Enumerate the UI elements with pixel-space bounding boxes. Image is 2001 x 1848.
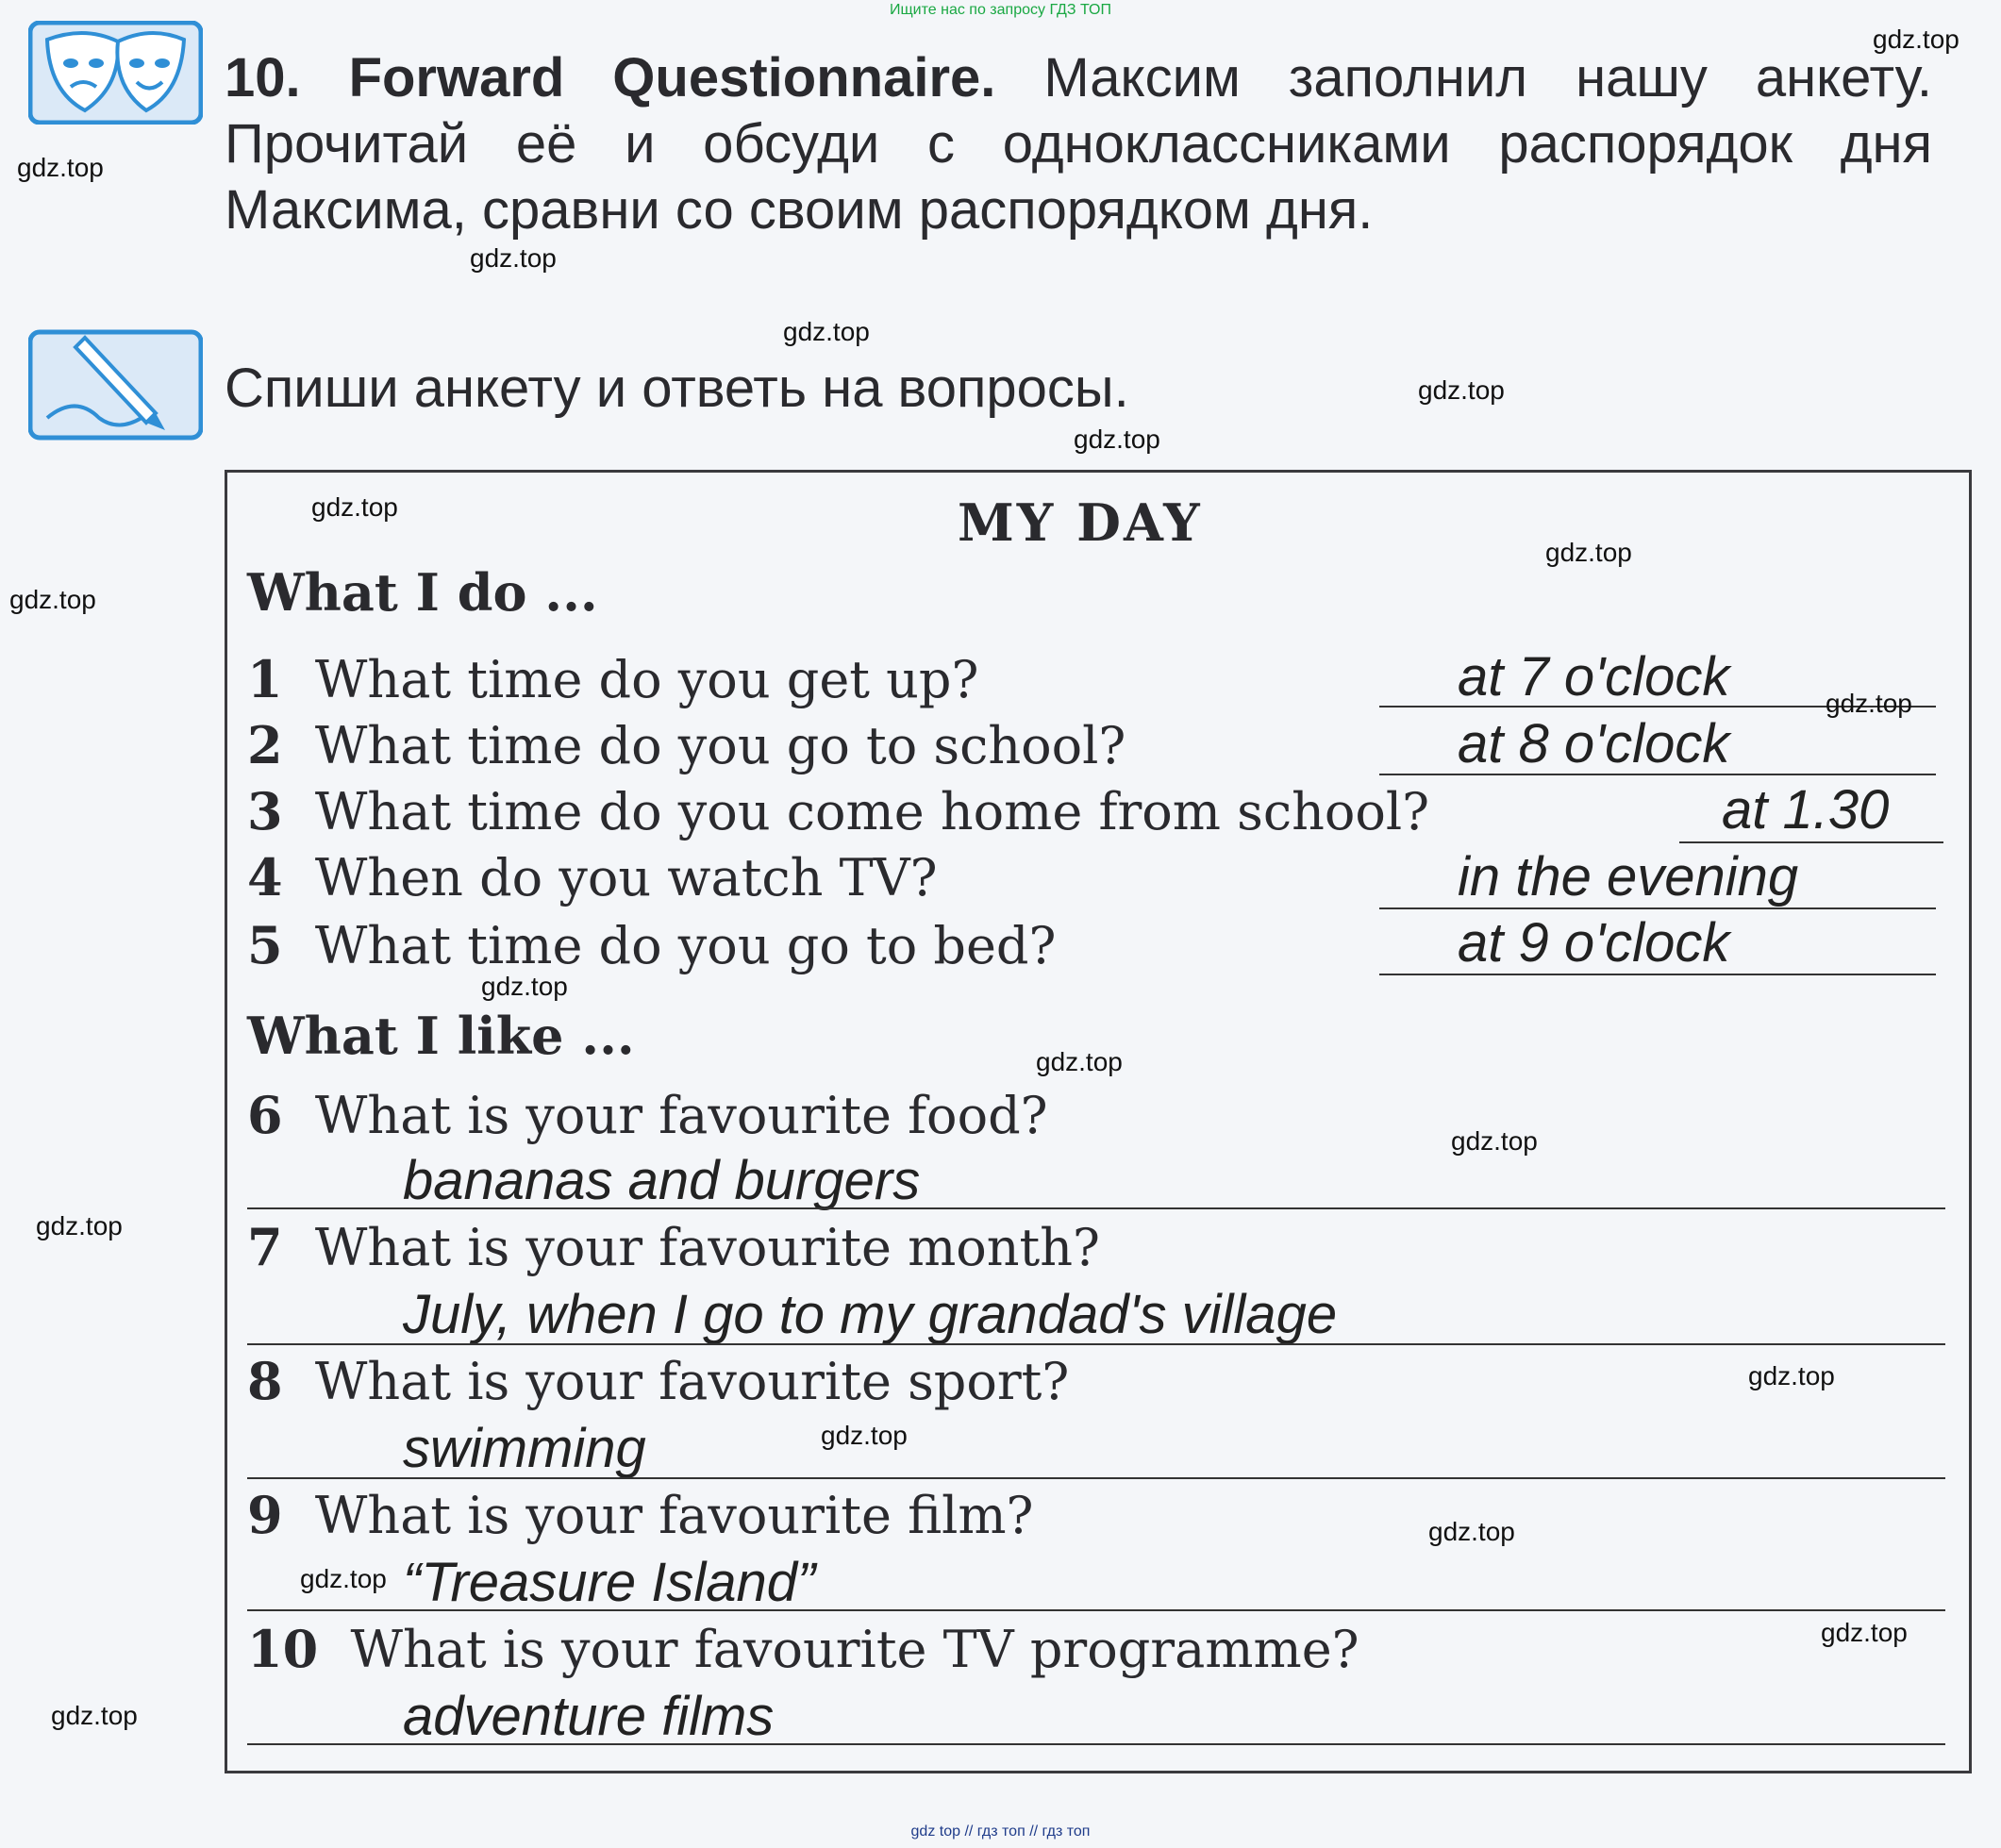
question-2 [247,715,1126,775]
question-number: 8 [247,1351,283,1411]
watermark: gdz.top [1036,1047,1123,1076]
answer-9: “Treasure Island” [403,1552,816,1613]
watermark: gdz.top [9,585,96,614]
question-number: 1 [247,649,283,709]
pen-writing-icon [28,328,203,445]
watermark: gdz.top [1821,1618,1908,1647]
header-note: Ищите нас по запросу ГДЗ ТОП [890,2,1111,18]
question-1 [247,649,978,709]
watermark: gdz.top [1873,25,1959,54]
watermark: gdz.top [821,1421,908,1450]
question-text: What time do you come home from school? [314,782,1430,841]
watermark: gdz.top [481,972,568,1001]
answer-1: at 7 o'clock [1458,646,1730,708]
question-number: 5 [247,915,283,975]
task-title: 10. Forward Questionnaire. [225,47,996,108]
watermark: gdz.top [1545,538,1632,567]
watermark: gdz.top [1748,1361,1835,1390]
watermark: gdz.top [1074,425,1160,454]
watermark: gdz.top [51,1701,138,1730]
answer-3: at 1.30 [1722,779,1890,841]
question-text: What time do you go to bed? [314,916,1057,975]
answer-line [1679,841,1943,843]
footer-note: gdz top // гдз топ // гдз топ [910,1823,1091,1840]
question-6 [247,1085,1048,1145]
question-text: What is your favourite TV programme? [350,1620,1359,1679]
instruction: Спиши анкету и ответь на вопросы. [225,358,1129,419]
watermark: gdz.top [1428,1517,1515,1546]
task-text [225,45,1932,243]
answer-5: at 9 o'clock [1458,912,1730,974]
question-8 [247,1351,1069,1411]
question-text: When do you watch TV? [314,848,938,907]
task-body: Максим заполнил нашу анкету. Прочитай её и обсуди с одноклассниками распорядок дня Максима, сравни со своим распорядком дня. [225,47,1932,241]
question-3 [247,781,1429,841]
answer-line [1379,907,1936,909]
question-text: What is your favourite month? [314,1218,1100,1277]
watermark: gdz.top [470,243,557,273]
question-text: What time do you get up? [314,650,979,709]
question-text: What time do you go to school? [314,716,1126,775]
watermark: gdz.top [311,492,398,522]
watermark: gdz.top [1826,689,1912,718]
section-what-i-do: What I do ... [247,562,598,623]
question-number: 9 [247,1485,283,1545]
answer-7: July, when I go to my grandad's village [403,1284,1338,1345]
answer-line [1379,774,1936,775]
watermark: gdz.top [36,1211,123,1240]
answer-line [247,1609,1945,1611]
question-5 [247,915,1056,975]
answer-6: bananas and burgers [403,1150,921,1211]
question-text: What is your favourite sport? [314,1352,1070,1411]
answer-line [247,1477,1945,1479]
watermark: gdz.top [17,153,104,182]
answer-4: in the evening [1458,846,1799,907]
question-10 [247,1619,1359,1679]
question-text: What is your favourite film? [314,1486,1034,1545]
watermark: gdz.top [1451,1126,1538,1156]
question-number: 10 [247,1619,319,1679]
questionnaire-title: MY DAY [958,492,1203,553]
question-number: 2 [247,715,283,775]
question-4 [247,847,938,907]
question-number: 3 [247,781,283,841]
watermark: gdz.top [1418,375,1505,405]
answer-line [247,1343,1945,1345]
theatre-masks-icon [28,21,203,128]
question-number: 7 [247,1217,283,1277]
question-number: 4 [247,847,283,907]
answer-line [1379,974,1936,975]
answer-10: adventure films [403,1686,775,1747]
watermark: gdz.top [300,1564,387,1593]
question-number: 6 [247,1085,283,1145]
watermark: gdz.top [783,317,870,346]
answer-line [247,1743,1945,1745]
section-what-i-like: What I like ... [247,1006,635,1066]
answer-8: swimming [403,1418,646,1479]
answer-line [247,1207,1945,1209]
question-7 [247,1217,1100,1277]
question-text: What is your favourite food? [314,1086,1048,1145]
answer-2: at 8 o'clock [1458,713,1730,774]
question-9 [247,1485,1034,1545]
